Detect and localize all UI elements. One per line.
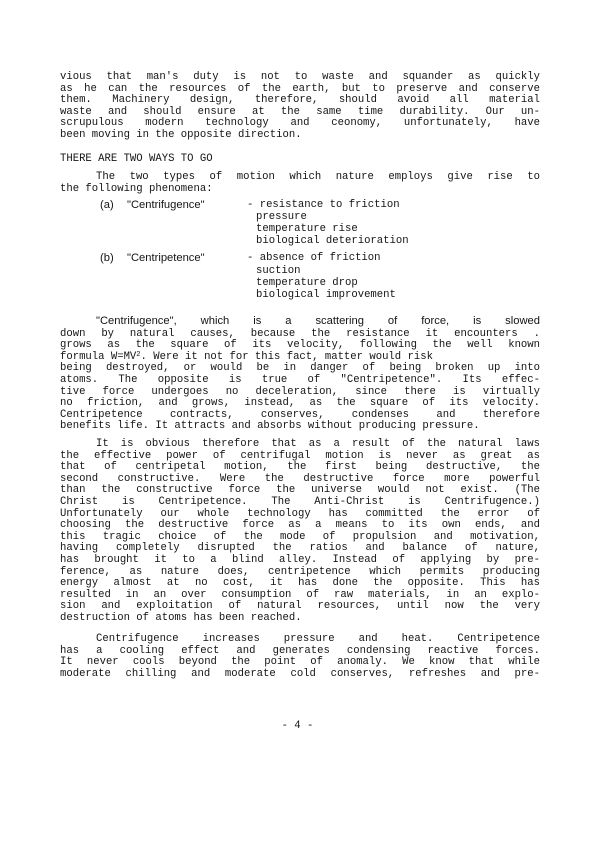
- list-term-centripetence: "Centripetence": [127, 252, 205, 264]
- list-item: biological improvement: [256, 289, 396, 301]
- text-line: The two types of motion which nature employs give rise to: [96, 171, 540, 183]
- paragraph-pressure-heat: [60, 634, 540, 680]
- list-item: pressure: [256, 211, 307, 223]
- text-line: the following phenomena:: [60, 182, 213, 195]
- text-line: second constructive. Were the destructive force more powerful: [60, 472, 540, 485]
- formula-text: formula W=MV: [60, 350, 137, 363]
- text-line: having completely disrupted the ratios and balance of nature,: [60, 542, 540, 555]
- text-line: down by natural causes, because the resistance it encounters .: [60, 327, 540, 340]
- text-line: tive force undergoes no deceleration, since there is virtually: [60, 385, 540, 398]
- text-line: destruction of atoms has been reached.: [60, 611, 302, 624]
- text-line: energy almost at no cost, it has done the opposite. This has: [60, 577, 540, 590]
- list-item: - absence of friction: [247, 252, 381, 264]
- list-marker-a: (a): [100, 199, 114, 211]
- text-line: benefits life. It attracts and absorbs without producing pressure.: [60, 420, 480, 433]
- list-item: - resistance to friction: [247, 199, 400, 211]
- text-line: being destroyed, or would be in danger of being broken up into: [60, 362, 540, 375]
- text-line: choosing the destructive force as a means to its own ends, and: [60, 519, 540, 532]
- text-line: moderate chilling and moderate cold conserves, refreshes and pre-: [60, 667, 540, 680]
- text-line: Centripetence contracts, conserves, condenses and therefore: [60, 408, 540, 421]
- text-line: the effective power of centrifugal motion is never as great as: [60, 449, 540, 462]
- text-line: Unfortunately our whole technology has committed the error of: [60, 507, 540, 520]
- paragraph-intro: [60, 172, 540, 195]
- text-line: them. Machinery design, therefore, should avoid all material: [60, 94, 540, 107]
- list-item: temperature drop: [256, 277, 358, 289]
- text-line: has brought it to a blind alley. Instead of applying by pre-: [60, 553, 540, 566]
- page-number: - 4 -: [281, 720, 314, 732]
- text-line: Centrifugence increases pressure and heat. Centripetence: [96, 633, 540, 645]
- text-line: [60, 316, 540, 329]
- formula-superscript: 2: [136, 350, 141, 359]
- text-line: It is obvious therefore that as a result of the natural laws: [96, 438, 540, 450]
- paragraph-continuation: [60, 72, 540, 142]
- list-item: temperature rise: [256, 223, 358, 235]
- text-line: no friction, and grows, instead, as the square of its velocity.: [60, 397, 540, 410]
- text-line: resulted in an over consumption of raw materials, in an explo-: [60, 588, 540, 601]
- text-line: has a cooling effect and generates condensing reactive forces.: [60, 644, 540, 657]
- text-line: atoms. The opposite is true of "Centripetence". Its effec-: [60, 373, 540, 386]
- list-item: suction: [256, 265, 301, 277]
- list-item: biological deterioration: [256, 235, 409, 247]
- text-line: as he can the resources of the earth, but to preserve and conserve: [60, 82, 540, 95]
- text-line: vious that man's duty is not to waste and squander as quickly: [60, 71, 540, 83]
- text-line: this tragic choice of the mode of propulsion and motivation,: [60, 530, 540, 543]
- paragraph-centrifugence: [60, 316, 540, 433]
- text-line: been moving in the opposite direction.: [60, 128, 302, 141]
- list-marker-b: (b): [100, 252, 114, 264]
- text-line: that of centripetal motion, the first being destructive, the: [60, 461, 540, 474]
- text-line-content: "Centrifugence", which is a scattering of force, is slowed: [96, 315, 540, 327]
- formula-tail: . Were it not for this fact, matter would risk: [140, 350, 433, 363]
- section-heading: THERE ARE TWO WAYS TO GO: [60, 153, 213, 165]
- text-line: grows as the square of its velocity, following the well known: [60, 339, 540, 352]
- text-line: waste and should ensure at the same time durability. Our un-: [60, 105, 540, 118]
- text-line: ference, as nature does, centripetence which permits producing: [60, 565, 540, 578]
- text-line: than the constructive force the universe would not exist. (The: [60, 484, 540, 497]
- text-line: scrupulous modern technology and ceonomy, unfortunately, have: [60, 117, 540, 130]
- text-line: sion and exploitation of natural resources, until now the very: [60, 600, 540, 613]
- text-line: It never cools beyond the point of anomaly. We know that while: [60, 656, 540, 669]
- list-term-centrifugence: "Centrifugence": [127, 199, 205, 211]
- paragraph-natural-laws: [60, 439, 540, 625]
- text-line: Christ is Centripetence. The Anti-Christ is Centrifugence.): [60, 495, 540, 508]
